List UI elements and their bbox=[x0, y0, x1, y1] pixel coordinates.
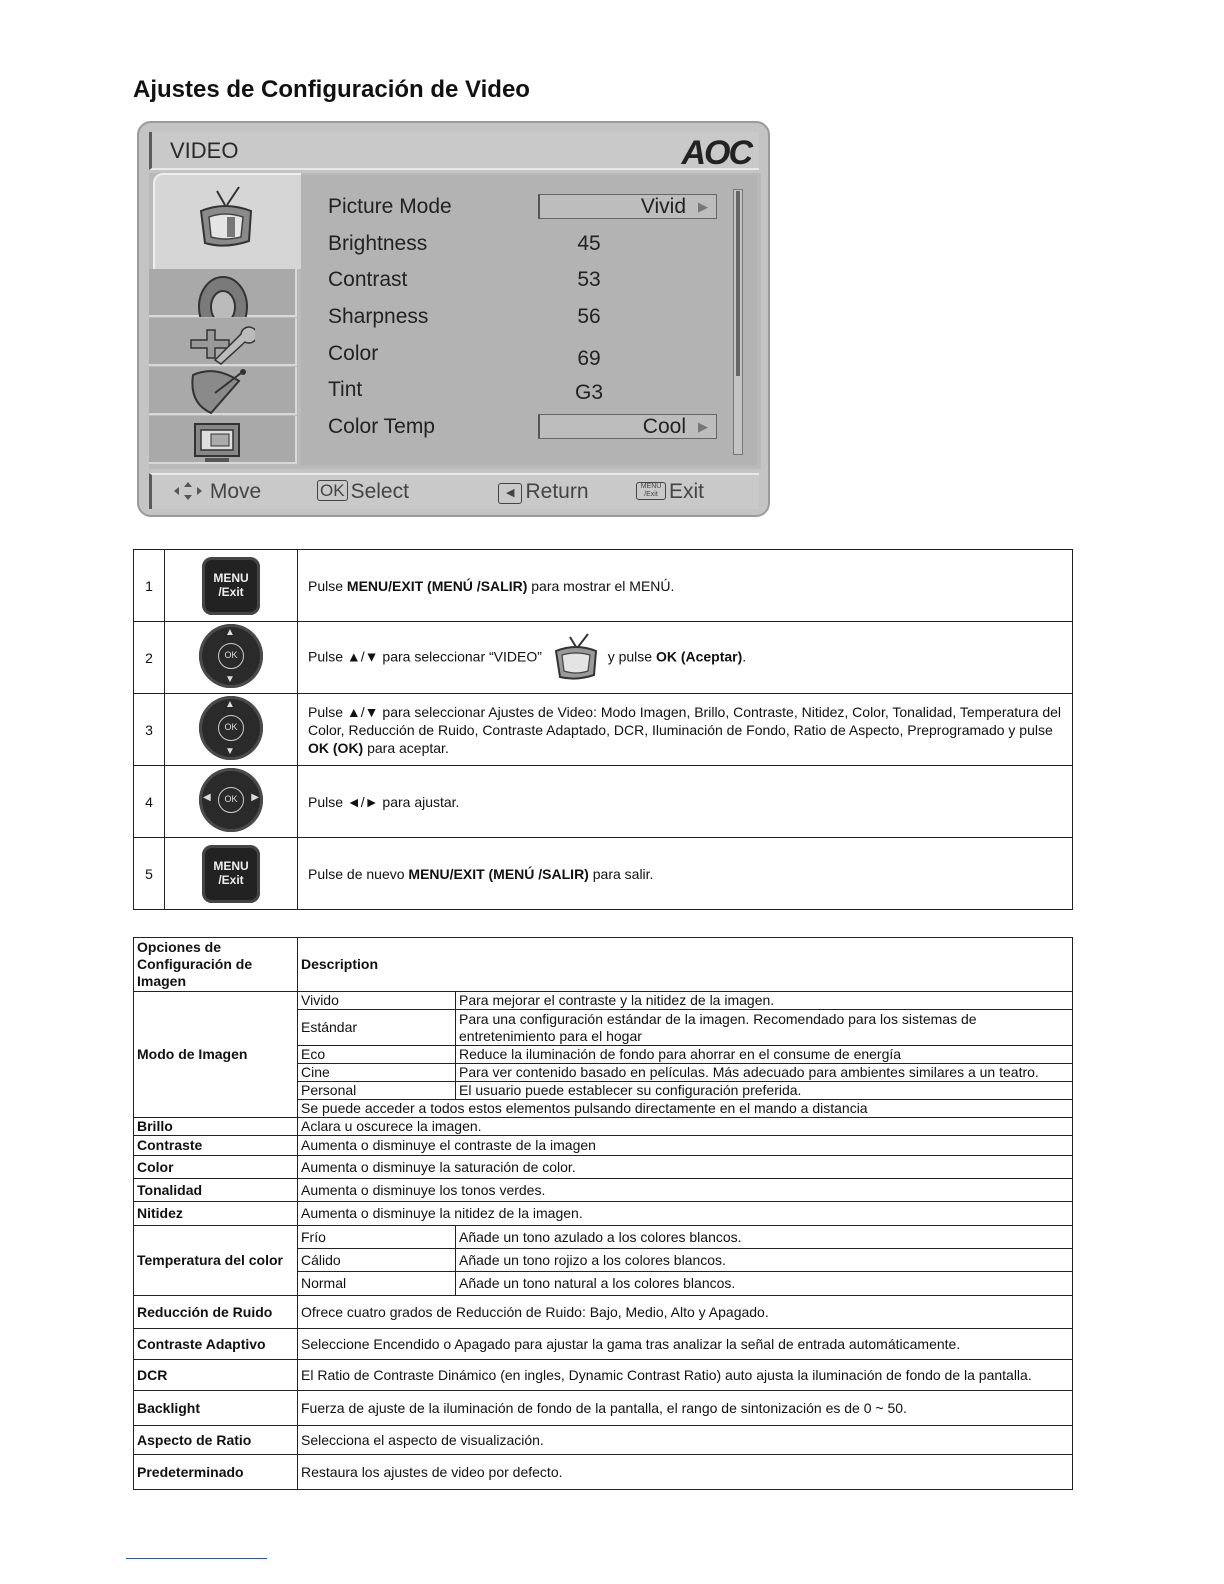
tv-icon bbox=[191, 185, 261, 257]
step-text-part: y pulse bbox=[607, 648, 656, 665]
step-icon-cell bbox=[165, 550, 298, 622]
option-mode: Frío bbox=[298, 1226, 456, 1249]
step-icon-cell bbox=[165, 622, 298, 694]
option-desc: Para una configuración estándar de la imagen. Recomendado para los sistemas de entretenimiento para el hogar bbox=[456, 1010, 1073, 1046]
leftright-ok-pad-icon: ◀ OK ▶ bbox=[199, 768, 263, 832]
step-row bbox=[134, 622, 1073, 694]
option-name: Contraste Adaptivo bbox=[134, 1329, 298, 1360]
footer-move bbox=[172, 480, 261, 504]
step-number: 4 bbox=[134, 766, 165, 838]
option-name: Brillo bbox=[134, 1118, 298, 1136]
ok-key-icon: OK bbox=[317, 480, 348, 501]
option-desc: Aclara u oscurece la imagen. bbox=[298, 1118, 1073, 1136]
osd-footer bbox=[149, 473, 759, 509]
osd-tab-audio bbox=[149, 269, 297, 317]
menu-item-brightness: Brightness bbox=[328, 232, 428, 255]
ok-label: OK bbox=[218, 787, 244, 813]
option-desc: Aumenta o disminuye el contraste de la imagen bbox=[298, 1136, 1073, 1156]
color-value: 69 bbox=[577, 347, 601, 370]
table-row bbox=[134, 992, 1073, 1010]
color-temp-value bbox=[538, 414, 717, 439]
table-row bbox=[134, 1391, 1073, 1426]
picture-mode-value-text: Vivid bbox=[640, 195, 686, 218]
table-row bbox=[134, 1136, 1073, 1156]
menu-item-picture-mode: Picture Mode bbox=[328, 195, 452, 218]
steps-table bbox=[133, 549, 1073, 910]
option-desc: El Ratio de Contraste Dinámico (en ingles, Dynamic Contrast Ratio) auto ajusta la iluminación de fondo de la pantalla. bbox=[298, 1360, 1073, 1391]
options-header-row bbox=[134, 938, 1073, 992]
option-name: Color bbox=[134, 1156, 298, 1179]
option-desc: Aumenta o disminuye los tonos verdes. bbox=[298, 1179, 1073, 1202]
option-mode: Personal bbox=[298, 1082, 456, 1100]
option-name: Backlight bbox=[134, 1391, 298, 1426]
step-text-part: Pulse bbox=[308, 577, 347, 594]
table-row bbox=[134, 1118, 1073, 1136]
osd-tab-setup bbox=[149, 318, 297, 366]
color-temp-value-text: Cool bbox=[642, 415, 686, 438]
osd-menu bbox=[137, 121, 770, 517]
option-mode: Vivido bbox=[298, 992, 456, 1010]
option-name: Reducción de Ruido bbox=[134, 1296, 298, 1329]
ok-label: OK bbox=[218, 643, 244, 669]
step-text-part: para mostrar el MENÚ. bbox=[527, 577, 675, 594]
table-row bbox=[134, 1296, 1073, 1329]
step-text-bold: MENU/EXIT (MENÚ /SALIR) bbox=[408, 865, 589, 882]
option-desc: Fuerza de ajuste de la iluminación de fondo de la pantalla, el rango de sintonización es de 0 ~ 50. bbox=[298, 1391, 1073, 1426]
move-arrows-icon bbox=[172, 480, 204, 502]
option-name: Predeterminado bbox=[134, 1455, 298, 1490]
return-key-icon: ◀ bbox=[498, 483, 522, 504]
page-title: Ajustes de Configuración de Video bbox=[133, 76, 530, 103]
option-name: DCR bbox=[134, 1360, 298, 1391]
option-desc: Añade un tono azulado a los colores blancos. bbox=[456, 1226, 1073, 1249]
footer-select bbox=[317, 480, 409, 504]
menu-item-color-temp: Color Temp bbox=[328, 415, 435, 438]
option-desc: Ofrece cuatro grados de Reducción de Ruido: Bajo, Medio, Alto y Apagado. bbox=[298, 1296, 1073, 1329]
step-text-part: Pulse ▲/▼ para seleccionar Ajustes de Video: Modo Imagen, Brillo, Contraste, Nitidez, Color, Tonalidad, Temperatura del Color, Reducción de Ruido, Contraste Adaptado, DCR, Iluminación de Fondo, Ratio de Aspecto, Preprogramado y pulse bbox=[308, 703, 1062, 738]
option-mode: Cine bbox=[298, 1064, 456, 1082]
tv-icon bbox=[552, 633, 598, 683]
step-icon-cell bbox=[165, 694, 298, 766]
right-arrow-icon: ▶ bbox=[698, 419, 708, 434]
option-name: Tonalidad bbox=[134, 1179, 298, 1202]
footer-select-label: Select bbox=[350, 480, 409, 503]
step-row bbox=[134, 838, 1073, 910]
header-description: Description bbox=[298, 938, 1073, 992]
step-text bbox=[298, 838, 1073, 910]
step-row bbox=[134, 766, 1073, 838]
table-row bbox=[134, 1329, 1073, 1360]
satellite-dish-icon bbox=[185, 369, 255, 415]
osd-scrollbar-thumb bbox=[736, 191, 740, 376]
table-row bbox=[134, 1226, 1073, 1249]
step-text-part: Pulse ◄/► para ajustar. bbox=[308, 793, 460, 810]
step-icon-cell bbox=[165, 766, 298, 838]
table-row bbox=[134, 1360, 1073, 1391]
option-desc: Seleccione Encendido o Apagado para ajustar la gama tras analizar la señal de entrada automáticamente. bbox=[298, 1329, 1073, 1360]
right-arrow-icon: ▶ bbox=[698, 199, 708, 214]
table-row bbox=[134, 1202, 1073, 1226]
option-mode: Estándar bbox=[298, 1010, 456, 1046]
updown-ok-pad-icon: ▲ OK ▼ bbox=[199, 696, 263, 760]
option-name: Contraste bbox=[134, 1136, 298, 1156]
speaker-icon bbox=[193, 271, 253, 317]
option-desc: Aumenta o disminuye la nitidez de la imagen. bbox=[298, 1202, 1073, 1226]
updown-ok-pad-icon: ▲ OK ▼ bbox=[199, 624, 263, 688]
step-text-part: Pulse ▲/▼ para seleccionar “VIDEO” bbox=[308, 648, 542, 665]
table-row bbox=[134, 1455, 1073, 1490]
option-name: Modo de Imagen bbox=[134, 992, 298, 1118]
menu-item-sharpness: Sharpness bbox=[328, 305, 429, 328]
table-row bbox=[134, 1179, 1073, 1202]
header-options: Opciones de Configuración de Imagen bbox=[134, 938, 298, 992]
step-text bbox=[298, 694, 1073, 766]
menu-key-icon: MENU /Exit bbox=[636, 482, 666, 500]
menu-item-contrast: Contrast bbox=[328, 268, 408, 291]
option-desc: Reduce la iluminación de fondo para ahorrar en el consume de energía bbox=[456, 1046, 1073, 1064]
menu-exit-button-icon: MENU /Exit bbox=[202, 557, 260, 615]
option-desc: Para mejorar el contraste y la nitidez de la imagen. bbox=[456, 992, 1073, 1010]
option-mode: Cálido bbox=[298, 1249, 456, 1272]
step-icon-cell bbox=[165, 838, 298, 910]
step-text-bold: OK (Aceptar) bbox=[655, 648, 743, 665]
option-mode: Eco bbox=[298, 1046, 456, 1064]
step-text bbox=[298, 622, 1073, 694]
option-desc: Añade un tono natural a los colores blancos. bbox=[456, 1272, 1073, 1296]
option-desc: Añade un tono rojizo a los colores blancos. bbox=[456, 1249, 1073, 1272]
option-name: Nitidez bbox=[134, 1202, 298, 1226]
footer-return-label: Return bbox=[525, 480, 589, 503]
step-number: 5 bbox=[134, 838, 165, 910]
footer-return bbox=[498, 480, 589, 504]
aoc-logo: AOC bbox=[681, 134, 751, 172]
footer-divider bbox=[126, 1558, 267, 1559]
option-desc: El usuario puede establecer su configuración preferida. bbox=[456, 1082, 1073, 1100]
step-number: 3 bbox=[134, 694, 165, 766]
osd-tab-channel bbox=[149, 367, 297, 415]
footer-exit bbox=[636, 480, 704, 504]
step-text-part: Pulse de nuevo bbox=[308, 865, 409, 882]
option-desc: Selecciona el aspecto de visualización. bbox=[298, 1426, 1073, 1455]
ok-label: OK bbox=[218, 715, 244, 741]
menu-item-tint: Tint bbox=[328, 378, 363, 401]
osd-tab-video bbox=[153, 173, 301, 269]
option-mode: Normal bbox=[298, 1272, 456, 1296]
options-table bbox=[133, 937, 1073, 1490]
step-text-part: . bbox=[742, 648, 747, 665]
osd-title: VIDEO bbox=[170, 138, 239, 163]
brightness-value: 45 bbox=[577, 232, 601, 255]
picture-mode-value bbox=[538, 194, 717, 219]
step-text bbox=[298, 550, 1073, 622]
menu-exit-button-icon: MENU /Exit bbox=[202, 845, 260, 903]
screen-icon bbox=[187, 420, 257, 466]
option-desc: Aumenta o disminuye la saturación de color. bbox=[298, 1156, 1073, 1179]
option-desc: Restaura los ajustes de video por defecto. bbox=[298, 1455, 1073, 1490]
step-row bbox=[134, 550, 1073, 622]
step-number: 2 bbox=[134, 622, 165, 694]
option-name: Temperatura del color bbox=[134, 1226, 298, 1296]
step-text-bold: OK (OK) bbox=[308, 739, 364, 756]
footer-exit-label: Exit bbox=[669, 480, 705, 503]
step-text-bold: MENU/EXIT (MENÚ /SALIR) bbox=[346, 577, 528, 594]
menu-item-color: Color bbox=[328, 342, 379, 365]
option-desc: Para ver contenido basado en películas. Más adecuado para ambientes similares a un teatro. bbox=[456, 1064, 1073, 1082]
step-text-part: para aceptar. bbox=[363, 739, 449, 756]
step-text-part: para salir. bbox=[588, 865, 654, 882]
tint-value: G3 bbox=[574, 381, 603, 404]
sharpness-value: 56 bbox=[577, 305, 601, 328]
step-row bbox=[134, 694, 1073, 766]
contrast-value: 53 bbox=[577, 268, 601, 291]
table-row bbox=[134, 1426, 1073, 1455]
step-text bbox=[298, 766, 1073, 838]
table-row bbox=[134, 1156, 1073, 1179]
osd-header bbox=[149, 132, 759, 170]
footer-move-label: Move bbox=[209, 480, 262, 503]
step-number: 1 bbox=[134, 550, 165, 622]
option-name: Aspecto de Ratio bbox=[134, 1426, 298, 1455]
osd-tab-pc bbox=[149, 416, 297, 464]
option-note: Se puede acceder a todos estos elementos pulsando directamente en el mando a distancia bbox=[298, 1100, 1073, 1118]
tools-icon bbox=[185, 320, 255, 366]
